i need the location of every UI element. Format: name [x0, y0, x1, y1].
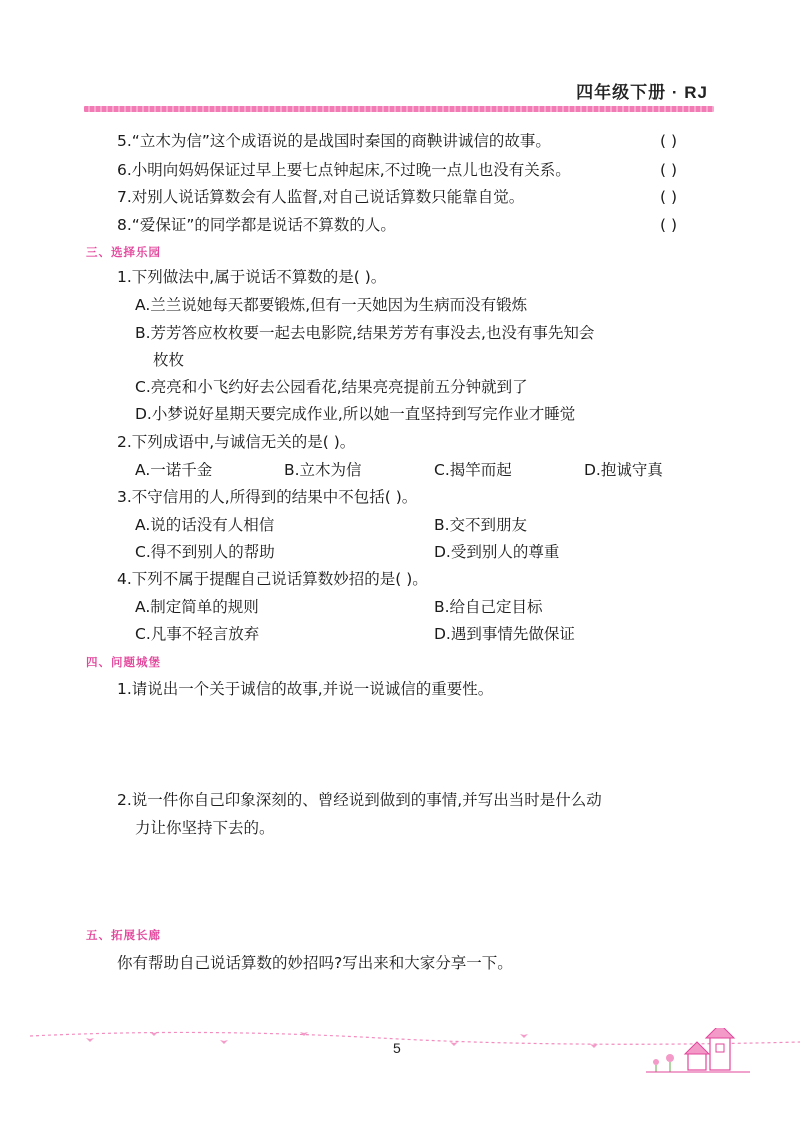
judgement-answer-5[interactable]: ( ): [660, 132, 678, 150]
judgement-item-6: 6.小明向妈妈保证过早上要七点钟起床,不过晚一点儿也没有关系。: [117, 161, 571, 179]
choice-q2-option-c[interactable]: C.揭竿而起: [434, 461, 512, 479]
choice-q2-option-d[interactable]: D.抱诚守真: [584, 461, 663, 479]
question-1: 1.请说出一个关于诚信的故事,并说一说诚信的重要性。: [117, 680, 494, 698]
judgement-item-5: 5.“立木为信”这个成语说的是战国时秦国的商鞅讲诚信的故事。: [117, 132, 551, 150]
section-title-extension: 五、拓展长廊: [86, 928, 161, 942]
choice-q1-option-d[interactable]: D.小梦说好星期天要完成作业,所以她一直坚持到写完作业才睡觉: [135, 405, 576, 423]
heart-icon: [220, 1040, 228, 1044]
choice-q4-option-b[interactable]: B.给自己定目标: [434, 598, 543, 616]
question-2-line-1: 2.说一件你自己印象深刻的、曾经说到做到的事情,并写出当时是什么动: [117, 791, 602, 809]
heart-icon: [150, 1032, 158, 1036]
choice-q3-option-c[interactable]: C.得不到别人的帮助: [135, 543, 275, 561]
section-title-choice: 三、选择乐园: [86, 245, 161, 259]
choice-q4-option-d[interactable]: D.遇到事情先做保证: [434, 625, 575, 643]
judgement-answer-7[interactable]: ( ): [660, 188, 678, 206]
house-icon: [646, 1028, 750, 1072]
choice-q3-option-a[interactable]: A.说的话没有人相信: [135, 516, 275, 534]
section-title-questions: 四、问题城堡: [86, 655, 161, 669]
heart-icon: [520, 1034, 528, 1038]
header-divider: [84, 106, 714, 112]
choice-q1-stem: 1.下列做法中,属于说话不算数的是( )。: [117, 268, 387, 286]
heart-icon: [86, 1038, 94, 1042]
judgement-answer-6[interactable]: ( ): [660, 161, 678, 179]
choice-q3-option-b[interactable]: B.交不到朋友: [434, 516, 528, 534]
judgement-item-8: 8.“爱保证”的同学都是说话不算数的人。: [117, 216, 396, 234]
heart-icon: [450, 1042, 458, 1046]
choice-q1-option-c[interactable]: C.亮亮和小飞约好去公园看花,结果亮亮提前五分钟就到了: [135, 378, 528, 396]
question-2-line-2: 力让你坚持下去的。: [135, 819, 275, 837]
choice-q4-stem: 4.下列不属于提醒自己说话算数妙招的是( )。: [117, 570, 428, 588]
choice-q2-stem: 2.下列成语中,与诚信无关的是( )。: [117, 433, 356, 451]
choice-q1-option-b[interactable]: B.芳芳答应枚枚要一起去电影院,结果芳芳有事没去,也没有事先知会: [135, 324, 595, 342]
choice-q3-stem: 3.不守信用的人,所得到的结果中不包括( )。: [117, 488, 418, 506]
choice-q4-option-c[interactable]: C.凡事不轻言放弃: [135, 625, 260, 643]
choice-q4-option-a[interactable]: A.制定简单的规则: [135, 598, 259, 616]
choice-q2-option-b[interactable]: B.立木为信: [284, 461, 362, 479]
judgement-item-7: 7.对别人说话算数会有人监督,对自己说话算数只能靠自觉。: [117, 188, 525, 206]
page-header-title: 四年级下册 · RJ: [576, 83, 708, 102]
choice-q1-option-a[interactable]: A.兰兰说她每天都要锻炼,但有一天她因为生病而没有锻炼: [135, 296, 528, 314]
judgement-answer-8[interactable]: ( ): [660, 216, 678, 234]
choice-q1-option-b-cont: 枚枚: [153, 351, 185, 369]
extension-prompt: 你有帮助自己说话算数的妙招吗?写出来和大家分享一下。: [117, 954, 513, 972]
page-number: 5: [393, 1040, 401, 1056]
choice-q3-option-d[interactable]: D.受到别人的尊重: [434, 543, 560, 561]
choice-q2-option-a[interactable]: A.一诺千金: [135, 461, 213, 479]
